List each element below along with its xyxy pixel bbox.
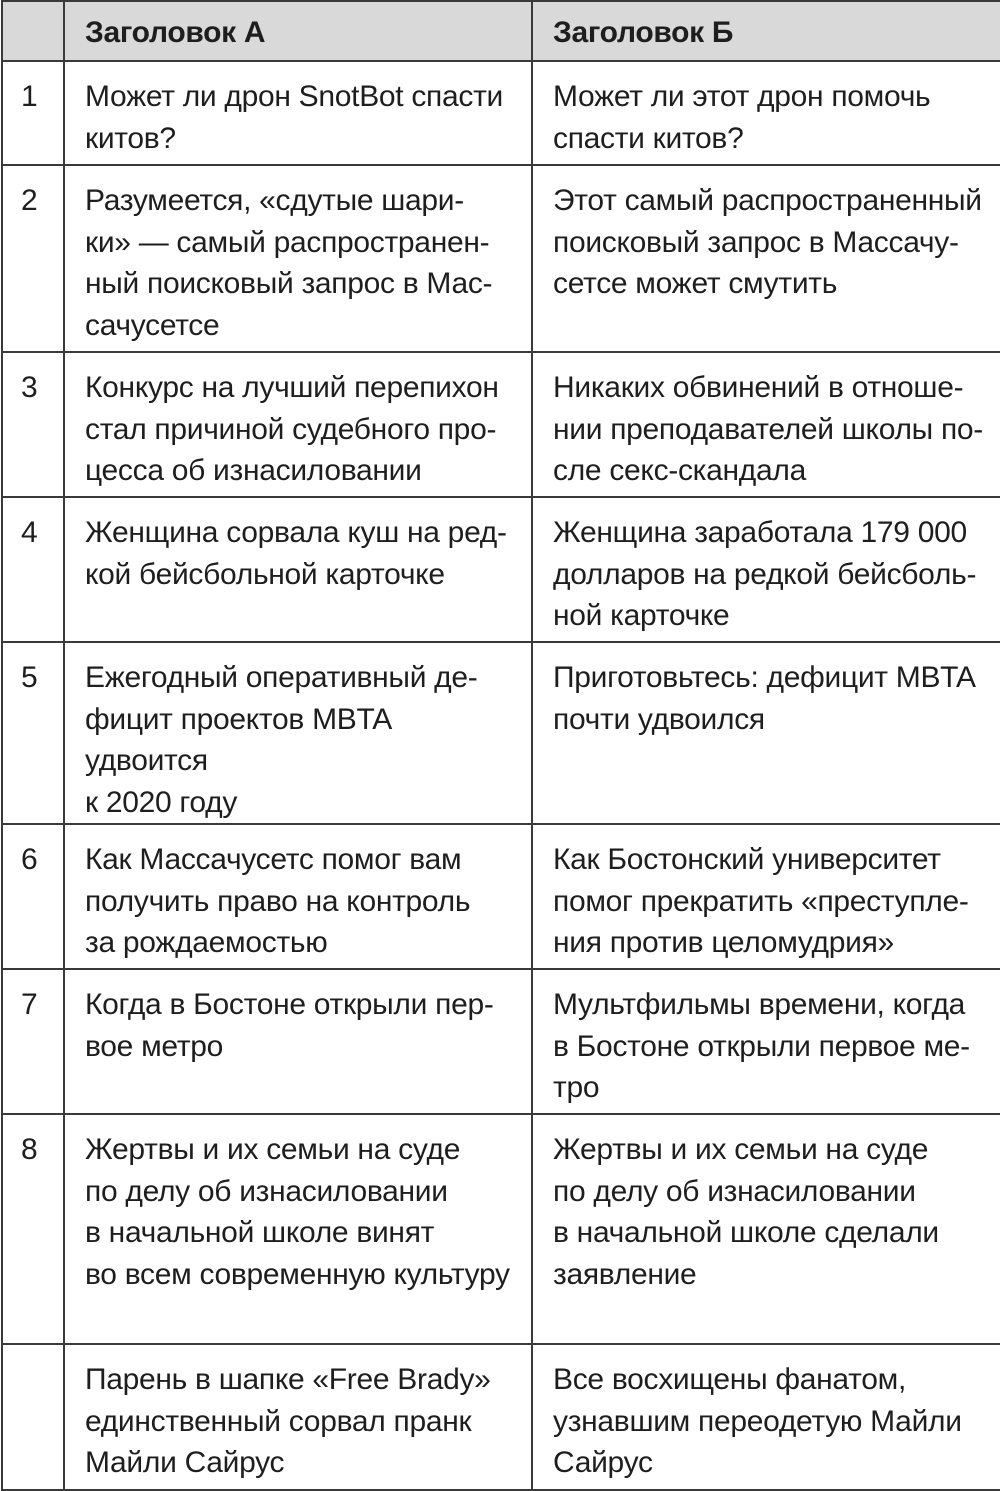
headline-a: Как Массачусетс помог вам получить право на контроль за рождаемостью bbox=[64, 824, 532, 969]
headline-a: Разумеется, «сдутые шари- ки» — самый распространен- ный поисковый запрос в Мас- сачусетсе bbox=[64, 165, 532, 352]
table-row bbox=[2, 352, 1000, 497]
headline-a: Ежегодный оперативный де- фицит проектов MBTA удвоится к 2020 году bbox=[64, 642, 532, 824]
table-row bbox=[2, 497, 1000, 642]
headline-a: Жертвы и их семьи на суде по делу об изнасиловании в начальной школе винят во всем современную культуру bbox=[64, 1114, 532, 1344]
table-row bbox=[2, 165, 1000, 352]
headline-b: Женщина заработала 179 000 долларов на редкой бейсболь- ной карточке bbox=[532, 497, 1000, 642]
header-num-cell bbox=[2, 1, 64, 61]
header-a-cell: Заголовок А bbox=[64, 1, 532, 61]
row-number: 8 bbox=[2, 1114, 64, 1344]
table-row bbox=[2, 642, 1000, 824]
headline-b: Как Бостонский университет помог прекратить «преступле- ния против целомудрия» bbox=[532, 824, 1000, 969]
headlines-comparison-table bbox=[1, 0, 1000, 1491]
row-number: 3 bbox=[2, 352, 64, 497]
row-number: 7 bbox=[2, 969, 64, 1114]
row-number: 2 bbox=[2, 165, 64, 352]
headline-b: Никаких обвинений в отноше- нии преподавателей школы по- сле секс-скандала bbox=[532, 352, 1000, 497]
headline-a: Женщина сорвала куш на ред- кой бейсбольной карточке bbox=[64, 497, 532, 642]
headline-a: Может ли дрон SnotBot спасти китов? bbox=[64, 61, 532, 165]
headline-b: Жертвы и их семьи на суде по делу об изнасиловании в начальной школе сделали заявление bbox=[532, 1114, 1000, 1344]
row-number: 4 bbox=[2, 497, 64, 642]
headline-b: Приготовьтесь: дефицит MBTA почти удвоился bbox=[532, 642, 1000, 824]
headline-b: Мультфильмы времени, когда в Бостоне открыли первое ме- тро bbox=[532, 969, 1000, 1114]
row-number: 1 bbox=[2, 61, 64, 165]
row-number: 5 bbox=[2, 642, 64, 824]
table-row bbox=[2, 1344, 1000, 1490]
table-row bbox=[2, 1114, 1000, 1344]
row-number: 6 bbox=[2, 824, 64, 969]
header-b-cell: Заголовок Б bbox=[532, 1, 1000, 61]
headline-b: Может ли этот дрон помочь спасти китов? bbox=[532, 61, 1000, 165]
headline-b: Все восхищены фанатом, узнавшим переодетую Майли Сайрус bbox=[532, 1344, 1000, 1490]
table-header-row bbox=[2, 1, 1000, 61]
table-row bbox=[2, 969, 1000, 1114]
headline-a: Парень в шапке «Free Brady» единственный сорвал пранк Майли Сайрус bbox=[64, 1344, 532, 1490]
table-row bbox=[2, 824, 1000, 969]
row-number bbox=[2, 1344, 64, 1490]
headline-a: Конкурс на лучший перепихон стал причиной судебного про- цесса об изнасиловании bbox=[64, 352, 532, 497]
headline-a: Когда в Бостоне открыли пер- вое метро bbox=[64, 969, 532, 1114]
headline-b: Этот самый распространенный поисковый запрос в Массачу- сетсе может смутить bbox=[532, 165, 1000, 352]
table-row bbox=[2, 61, 1000, 165]
